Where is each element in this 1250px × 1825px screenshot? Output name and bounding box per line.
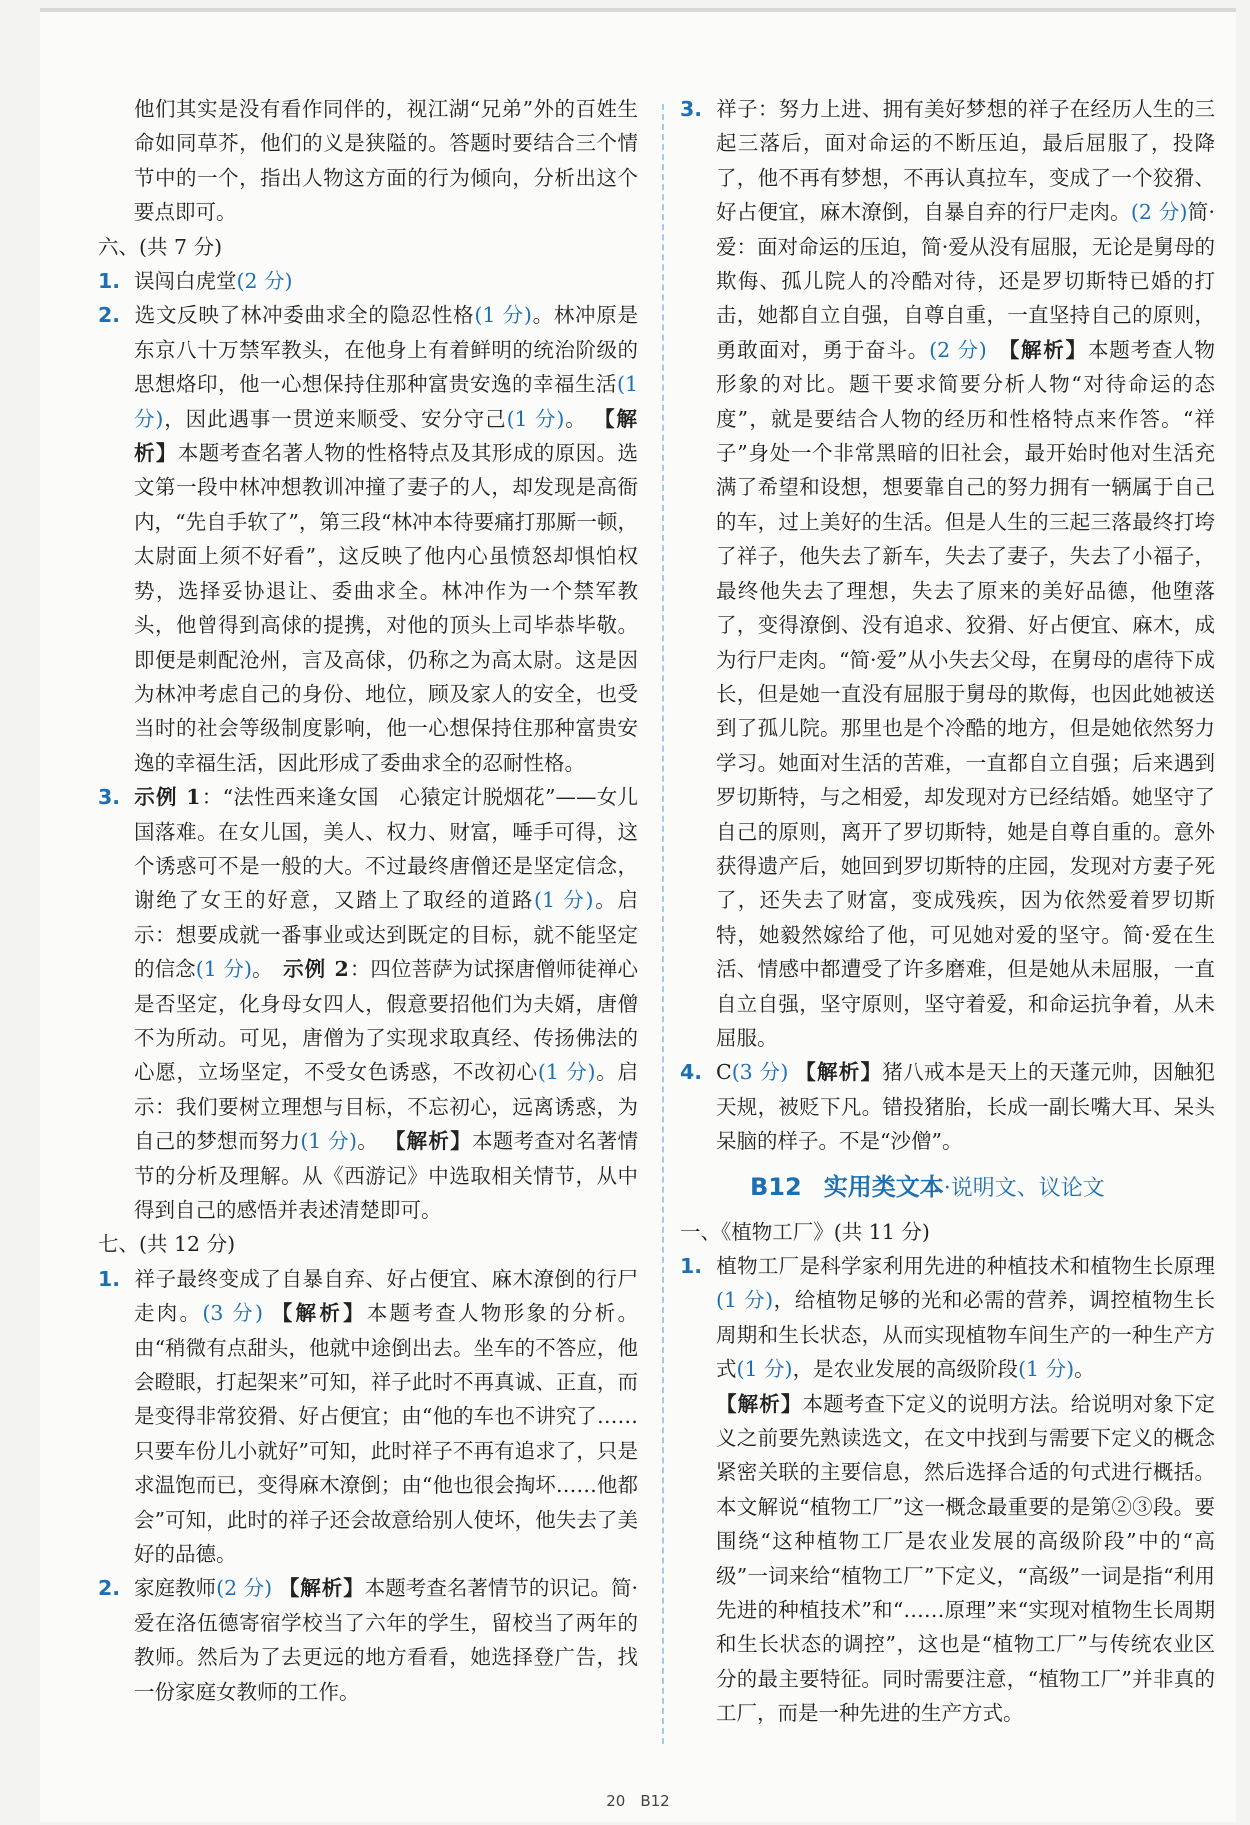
analysis-text: 猪八戒本是天上的天蓬元帅，因触犯天规，被贬下凡。错投猪胎，长成一副长嘴大耳、呆头呆脑的样子。不是“沙僧”。 — [716, 1060, 1216, 1154]
page-footer: 20 B12 — [606, 1792, 670, 1810]
answer-text: ，是农业发展的高级阶段 — [792, 1357, 1019, 1382]
analysis-tag: 【解析】 — [1008, 337, 1088, 362]
question-number: 4. — [680, 1060, 703, 1085]
section-6-heading: 六、(共 7 分) — [98, 234, 223, 259]
example-label: 示例 2 — [283, 957, 350, 982]
s7-question-3 — [680, 92, 1215, 1055]
s6-question-3 — [98, 780, 638, 1227]
score: (1 分) — [534, 888, 594, 913]
answer-text: ：“法性西来逢女国 心猿定计脱烟花”——女儿国落难。在女儿国，美人、权力、财富，唾手可得，这个诱惑可不是一般的大。不过最终唐僧还是坚定信念，谢绝了女王的好意，又踏上了取经的道路 — [134, 785, 638, 913]
analysis-text: 本题考查下定义的说明方法。给说明对象下定义之前要先熟读选文，在文中找到与需要下定义的概念紧密关联的主要信息，然后选择合适的句式进行概括。本文解说“植物工厂”这一概念最重要的是第②③段。要围绕“这种植物工厂是农业发展的高级阶段”中的“高级”一词来给“植物工厂”下定义，“高级”一词是指“利用先进的种植技术”和“……原理”来“实现对植物生长周期和生长状态的调控”，这也是“植物工厂”与传统农业区分的最主要特征。同时需要注意，“植物工厂”并非真的工厂，而是一种先进的生产方式。 — [716, 1391, 1216, 1726]
analysis-tag: 【解析】 — [134, 406, 639, 466]
score: (1 分) — [300, 1129, 357, 1154]
b12-question-1 — [680, 1249, 1215, 1731]
score: (1 分) — [716, 1288, 774, 1313]
left-column — [98, 92, 638, 1709]
score: (1 分) — [195, 957, 253, 982]
answer-text: 选文反映了林冲委曲求全的隐忍性格 — [134, 303, 475, 328]
score: (1 分) — [474, 303, 532, 328]
question-number: 1. — [98, 269, 121, 294]
column-divider — [662, 104, 664, 1744]
answer-text: 。林冲原是东京八十万禁军教头，在他身上有着鲜明的统治阶级的思想烙印，他一心想保持住那种富贵安逸的幸福生活 — [134, 303, 639, 397]
answer-text: 。启示：我们要树立理想与目标，不忘初心，远离诱惑，为自己的梦想而努力 — [134, 1060, 639, 1154]
question-number: 1. — [680, 1254, 703, 1278]
intro-text: 他们其实是没有看作同伴的，视江湖“兄弟”外的百姓生命如同草芥，他们的义是狭隘的。答题时要结合三个情节中的一个，指出人物这方面的行为倾向，分析出这个要点即可。 — [134, 97, 638, 225]
unit-title: 实用类文本 — [823, 1172, 944, 1201]
example-label: 示例 1 — [134, 785, 202, 810]
score: (2 分) — [1130, 200, 1188, 225]
answer-text: 祥子最终变成了自暴自弃、好占便宜、麻木潦倒的行尸走肉。 — [134, 1266, 638, 1326]
analysis-tag: 【解析】 — [278, 1576, 365, 1601]
question-number: 1. — [98, 1266, 121, 1291]
s7-question-2 — [98, 1571, 638, 1709]
score: (1 分) — [736, 1357, 793, 1382]
score: (1 分) — [1018, 1357, 1075, 1382]
answer-text: 误闯白虎堂 — [134, 269, 237, 294]
right-column — [680, 92, 1215, 1731]
answer-text — [987, 338, 1009, 362]
s7-question-1 — [98, 1262, 638, 1572]
answer-text: C — [716, 1060, 732, 1085]
score: (2 分) — [236, 269, 293, 294]
answer-text: 。 — [1074, 1357, 1095, 1382]
answer-text: 简·爱：面对命运的压迫，简·爱从没有屈服，无论是舅母的欺侮、孤儿院人的冷酷对待，还是罗切斯特已婚的打击，她都自立自强，自尊自重，一直坚持自己的原则，勇敢面对，勇于奋斗。 — [716, 200, 1215, 362]
answer-text: 。 — [564, 406, 595, 431]
answer-text: 祥子：努力上进、拥有美好梦想的祥子在经历人生的三起三落后，面对命运的不断压迫，最后屈服了，投降了，他不再有梦想，不再认真拉车，变成了一个狡猾、好占便宜，麻木潦倒，自暴自弃的行尸走肉。 — [716, 97, 1215, 225]
analysis-text: 本题考查名著情节的识记。简·爱在洛伍德寄宿学校当了六年的学生，留校当了两年的教师。然后为了去更远的地方看看，她选择登广告，找一份家庭女教师的工作。 — [134, 1576, 638, 1704]
answer-text: 。 — [356, 1129, 385, 1154]
question-number: 2. — [98, 1576, 121, 1601]
answer-text: ：四位菩萨为试探唐僧师徒禅心是否坚定，化身母女四人，假意要招他们为夫婿，唐僧不为所动。可见，唐僧为了实现求取真经、传扬佛法的心愿，立场坚定，不受女色诱惑，不改初心 — [134, 957, 639, 1085]
s6-question-1 — [98, 264, 638, 298]
score: (1 分) — [506, 406, 565, 431]
section-7-heading: 七、(共 12 分) — [98, 1232, 236, 1257]
score: (1 分) — [537, 1060, 596, 1085]
answer-text: ，因此遇事一贯逆来顺受、安分守己 — [163, 406, 507, 431]
answer-text: 家庭教师 — [134, 1576, 217, 1601]
s6-question-2 — [98, 298, 638, 780]
unit-code: B12 — [750, 1172, 802, 1201]
analysis-tag: 【解析】 — [384, 1129, 472, 1154]
s7-question-4 — [680, 1055, 1215, 1158]
page — [40, 8, 1236, 1822]
b12-section-1-heading: 一、《植物工厂》(共 11 分) — [680, 1219, 930, 1244]
analysis-text: 本题考查人物形象的分析。由“稍微有点甜头，他就中途倒出去。坐车的不答应，他会瞪眼，打起架来”可知，祥子此时不再真诚、正直，而是变得非常狡猾、好占便宜；由“他的车也不讲究了……只要车份儿小就好”可知，此时祥子不再有追求了，只是求温饱而已，变得麻木潦倒；由“他也很会掏坏……他都会”可知，此时的祥子还会故意给别人使坏，他失去了美好的品德。 — [134, 1301, 638, 1567]
unit-subtitle: ·说明文、议论文 — [943, 1175, 1105, 1201]
question-number: 2. — [98, 303, 121, 328]
intro-paragraph — [98, 92, 638, 230]
analysis-tag: 【解析】 — [271, 1301, 367, 1326]
analysis-tag: 【解析】 — [716, 1391, 803, 1416]
score: (3 分) — [731, 1060, 789, 1085]
analysis-text: 本题考查人物形象的对比。题干要求简要分析人物“对待命运的态度”，就是要结合人物的经历和性格特点来作答。“祥子”身处一个非常黑暗的旧社会，最开始时他对生活充满了希望和设想，想要靠自己的努力拥有一辆属于自己的车，过上美好的生活。但是人生的三起三落最终打垮了祥子，他失去了新车，失去了妻子，失去了小福子，最终他失去了理想，失去了原来的美好品德，他堕落了，变得潦倒、没有追求、狡猾、好占便宜、麻木，成为行尸走肉。“简·爱”从小失去父母，在舅母的虐待下成长，但是她一直没有屈服于舅母的欺侮，也因此她被送到了孤儿院。那里也是个冷酷的地方，但是她依然努力学习。她面对生活的苦难，一直都自立自强；后来遇到罗切斯特，与之相爱，却发现对方已经结婚。她坚守了自己的原则，离开了罗切斯特，她是自尊自重的。意外获得遗产后，她回到罗切斯特的庄园，发现对方妻子死了，还失去了财富，变成残疾，因为依然爱着罗切斯特，她毅然嫁给了他，可见她对爱的坚守。简·爱在生活、情感中都遭受了许多磨难，但是她从未屈服，一直自立自强，坚守原则，坚守着爱，和命运抗争着，从未屈服。 — [716, 337, 1215, 1050]
answer-text: ，给植物足够的光和必需的营养，调控植物生长周期和生长状态，从而实现植物车间生产的一种生产方式 — [716, 1288, 1215, 1382]
score: (3 分) — [202, 1301, 263, 1326]
answer-text: 。启示：想要成就一番事业或达到既定的目标，就不能坚定的信念 — [134, 888, 639, 982]
analysis-text: 本题考查对名著情节的分析及理解。从《西游记》中选取相关情节，从中得到自己的感悟并表述清楚即可。 — [134, 1129, 639, 1222]
question-number: 3. — [680, 97, 703, 121]
score: (2 分) — [929, 337, 987, 362]
unit-heading — [680, 1165, 1215, 1211]
answer-text: 植物工厂是科学家利用先进的种植技术和植物生长原理 — [716, 1254, 1215, 1278]
analysis-text: 本题考查名著人物的性格特点及其形成的原因。选文第一段中林冲想教训冲撞了妻子的人，却发现是高衙内，“先自手软了”，第三段“林冲本待要痛打那厮一顿，太尉面上须不好看”，这反映了他内心虽愤怒却惧怕权势，选择妥协退让、委曲求全。林冲作为一个禁军教头，他曾得到高俅的提携，对他的顶头上司毕恭毕敬。即便是刺配沧州，言及高俅，仍称之为高太尉。这是因为林冲考虑自己的身份、地位，顾及家人的安全，也受当时的社会等级制度影响，他一心想保持住那种富贵安逸的幸福生活，因此形成了委曲求全的忍耐性格。 — [134, 441, 639, 775]
score: (2 分) — [216, 1576, 273, 1601]
analysis-tag: 【解析】 — [795, 1060, 883, 1085]
score: (1 分) — [134, 372, 638, 431]
answer-text: 。 — [252, 957, 284, 982]
question-number: 3. — [98, 785, 121, 810]
